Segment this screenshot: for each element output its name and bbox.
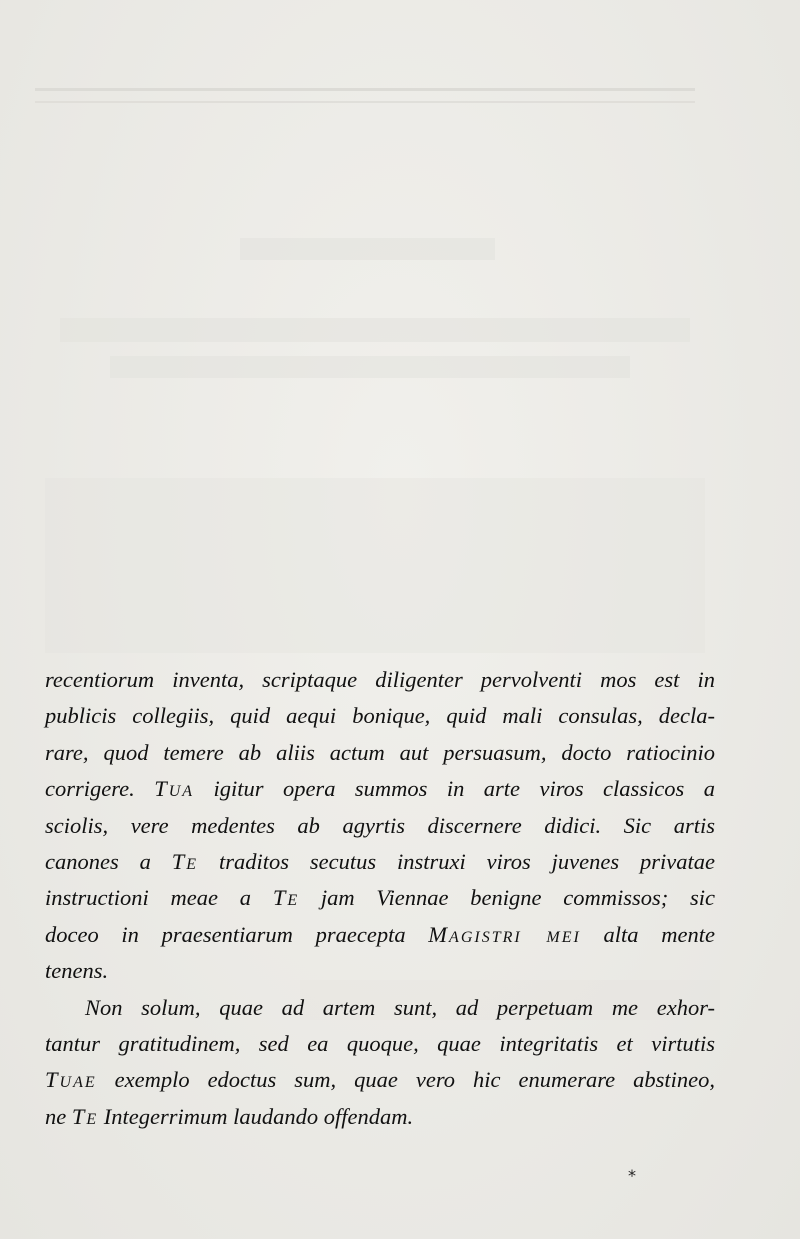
text-segment: igitur opera summos in arte viros classicos a bbox=[194, 776, 715, 802]
text-segment: canones a bbox=[45, 849, 172, 875]
text-segment: sciolis, vere medentes ab agyrtis discernere didici. Sic artis bbox=[45, 812, 715, 838]
small-caps-word: Magistri mei bbox=[428, 921, 581, 947]
text-segment: traditos secutus instruxi viros juvenes privatae bbox=[198, 849, 716, 875]
small-caps-word: Tuae bbox=[45, 1067, 97, 1093]
paragraph bbox=[45, 990, 715, 1136]
text-segment: alta mente bbox=[580, 921, 715, 947]
text-line bbox=[45, 1062, 715, 1098]
text-segment: tantur gratitudinem, sed ea quoque, quae integritatis et virtutis bbox=[45, 1031, 715, 1057]
bleed-through-rule bbox=[35, 88, 695, 103]
text-line bbox=[45, 953, 715, 989]
bleed-through-body bbox=[45, 478, 705, 653]
text-segment: Non solum, quae ad artem sunt, ad perpetuam me exhor- bbox=[85, 994, 715, 1020]
text-line bbox=[45, 844, 715, 880]
text-line bbox=[45, 1099, 715, 1135]
bleed-through-subtitle bbox=[60, 318, 690, 342]
text-line bbox=[45, 662, 715, 698]
text-segment: publicis collegiis, quid aequi bonique, quid mali consulas, decla- bbox=[45, 703, 715, 729]
text-segment: corrigere. bbox=[45, 776, 155, 802]
bleed-through-subtitle-2 bbox=[110, 356, 630, 378]
text-segment: jam Viennae benigne commissos; sic bbox=[299, 885, 715, 911]
small-caps-word: Te bbox=[171, 849, 199, 875]
paragraph bbox=[45, 662, 715, 990]
signature-mark: * bbox=[628, 1166, 636, 1185]
text-line bbox=[45, 1026, 715, 1062]
text-segment: doceo in praesentiarum praecepta bbox=[45, 921, 429, 947]
text-segment: ne bbox=[45, 1103, 72, 1129]
text-line bbox=[45, 735, 715, 771]
text-segment: instructioni meae a bbox=[45, 885, 273, 911]
bleed-through-heading bbox=[240, 238, 495, 260]
small-caps-word: Tua bbox=[154, 776, 195, 802]
text-segment: Integerrimum laudando offendam. bbox=[98, 1103, 414, 1129]
text-segment: exemplo edoctus sum, quae vero hic enumerare abstineo, bbox=[96, 1067, 715, 1093]
text-line bbox=[45, 917, 715, 953]
text-segment: rare, quod temere ab aliis actum aut persuasum, docto ratiocinio bbox=[45, 739, 715, 765]
text-segment: recentiorum inventa, scriptaque diligenter pervolventi mos est in bbox=[45, 667, 715, 692]
body-text bbox=[45, 662, 715, 1135]
small-caps-word: Te bbox=[272, 885, 300, 911]
text-line bbox=[45, 698, 715, 734]
text-segment: tenens. bbox=[45, 958, 109, 984]
text-line bbox=[45, 990, 715, 1026]
text-line bbox=[45, 808, 715, 844]
text-line bbox=[45, 880, 715, 916]
text-line bbox=[45, 771, 715, 807]
small-caps-word: Te bbox=[71, 1103, 99, 1129]
